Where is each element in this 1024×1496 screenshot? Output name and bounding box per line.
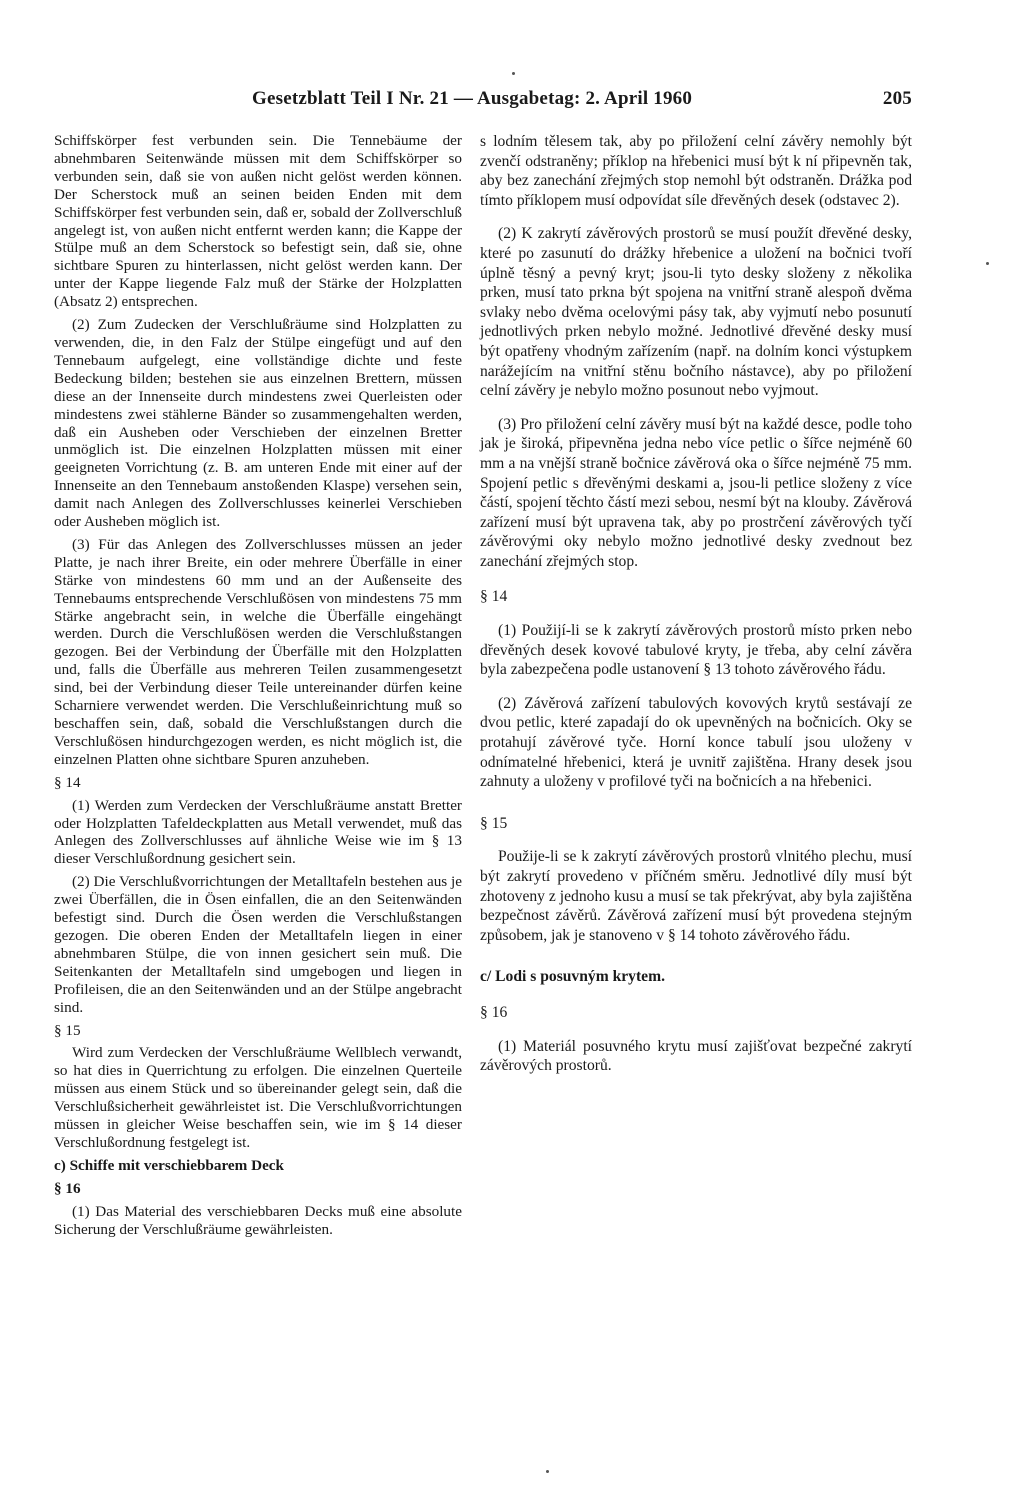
paragraph: Wird zum Verdecken der Verschlußräume Wellblech verwandt, so hat dies in Querrichtung zu erfolgen. Die einzelnen Querteile müssen aus einem Stück und so übereinander gelegt sein, daß die Verschlußsicherheit gewährleistet ist. Die Verschlußvorrichtungen müssen in gleicher Weise beschaffen sein, wie im § 14 dieser Verschlußordnung festgelegt ist. xyxy=(54,1044,462,1151)
page-header xyxy=(252,88,912,116)
chapter-heading: c) Schiffe mit verschiebbarem Deck xyxy=(54,1156,284,1174)
section-heading: § 16 xyxy=(480,1003,508,1021)
paragraph: (3) Pro přiložení celní závěry musí být na každé desce, podle toho jak je široká, připevněna jedna nebo více petlic o šířce nejméně 60 mm a na vnější straně bočnice závěrová oka o šířce nejméně 75 mm. Spojení petlic s dřevěnými deskami a, jsou-li petlice složeny z více částí, spojení těchto částí mezi sebou, nesmí být na klouby. Závěrová zařízení musí být upravena tak, aby po prostrčení závěrových tyčí závěrovými oky nebylo možno jednotlivé desky zvednout bez zanechání zřejmých stop. xyxy=(480,415,912,570)
section-heading: § 14 xyxy=(54,773,81,791)
section-heading: § 15 xyxy=(480,814,508,832)
scan-speck xyxy=(986,262,989,265)
paragraph: (2) Závěrová zařízení tabulových kovových krytů sestávají ze dvou petlic, které zapadají do ok upevněných na bočnicích. Oky se protahují závěrové tyče. Horní konce tabulí jsou uloženy v odnímatelné hřebenici, která je uvnitř zajištěna. Hrany desek jsou zahnuty a uloženy v profilové tyči na bočnicích a na hřebenici. xyxy=(480,694,912,791)
paragraph: s lodním tělesem tak, aby po přiložení celní závěry nemohly být zvenčí odstraněny; příklop na hřebenici musí být k ní připevněn tak, aby bez zanechání zřejmých stop nemohl být odstraněn. Drážka pod tímto příklopem musí odpovídat síle dřevěných desek (odstavec 2). xyxy=(480,133,912,209)
paragraph: (2) Die Verschlußvorrichtungen der Metalltafeln bestehen aus je zwei Überfällen, die in Ösen einfallen, die an den Seitenwänden befestigt sind. Durch die Ösen werden die Verschlußstangen gezogen. Die oberen Enden der Metalltafeln liegen in einer abnehmbaren Stülpe, die von innen gesichert sein muß. Die Seitenkanten der Metalltafeln sind umgebogen und liegen in Profileisen, die an den Seitenwänden und an der Stülpe angebracht sind. xyxy=(54,873,462,1016)
scan-speck xyxy=(512,72,515,75)
german-column xyxy=(54,132,462,1238)
page-number: 205 xyxy=(882,88,912,109)
section-heading: § 14 xyxy=(480,588,508,606)
paragraph: (2) K zakrytí závěrových prostorů se musí použít dřevěné desky, které po zasunutí do drážky hřebenice a uložení na bočnici tvoří úplně těsný a pevný kryt; jsou-li tyto desky složeny z několika prken, musí tato prkna být spojena na vnitřní straně alespoň dvěma svlaky nebo dvěma ocelovými pásy tak, aby vyjmutí nebo posunutí jednotlivých prken nebylo možné. Jednotlivé dřevěné desky musí být opatřeny vhodným zařízením (např. na dolním konci výstupkem narážejícím na vnitřní stěnu bočního nástavce), aby po přiložení celní závěry je nebylo možno posunout nebo vyjmout. xyxy=(480,225,912,400)
paragraph: (1) Werden zum Verdecken der Verschlußräume anstatt Bretter oder Holzplatten Tafeldeckplatten aus Metall verwendet, muß das Anlegen des Zollverschlusses auf ähnliche Weise wie im § 13 dieser Verschlußordnung gesichert sein. xyxy=(54,796,462,868)
paragraph: (2) Zum Zudecken der Verschlußräume sind Holzplatten zu verwenden, die, in den Falz der Stülpe eingefügt und auf den Tennebaum aufgelegt, eine vollständige dichte und feste Bedeckung bilden; bestehen sie aus einzelnen Brettern, müssen diese an der Innenseite durch mindestens zwei Querleisten oder mindestens zwei stählerne Bänder so zusammengehalten werden, daß ein Ausheben oder Verschieben der einzelnen Bretter unmöglich ist. Die einzelnen Holzplatten müssen mit einer geeigneten Vorrichtung (z. B. am unteren Ende mit einer auf der Innenseite an den Tennebaum anstoßenden Klaspe) versehen sein, damit nach Anlegen des Zollverschlusses keinerlei Verschieben oder Ausheben möglich ist. xyxy=(54,316,462,531)
paragraph: Použije-li se k zakrytí závěrových prostorů vlnitého plechu, musí být zakrytí provedeno v příčném směru. Jednotlivé díly musí být zhotoveny z jednoho kusu a musí se tak překrývat, aby byla zajištěna bezpečnost závěrů. Závěrová zařízení musí být provedena stejným způsobem, jak je stanoveno v § 14 tohoto závěrového řádu. xyxy=(480,848,912,944)
section-heading: § 15 xyxy=(54,1021,81,1039)
scan-speck xyxy=(546,1470,549,1473)
header-title: Gesetzblatt Teil I Nr. 21 — Ausgabetag: 2. April 1960 xyxy=(252,88,693,109)
czech-column xyxy=(480,132,912,1076)
paragraph: (1) Použijí-li se k zakrytí závěrových prostorů místo prken nebo dřevěných desek kovové tabulové kryty, je třeba, aby celní závěra byla zabezpečena podle ustanovení § 13 tohoto závěrového řádu. xyxy=(480,622,912,679)
section-heading: § 16 xyxy=(54,1179,81,1197)
paragraph: (1) Das Material des verschiebbaren Decks muß eine absolute Sicherung der Verschlußräume gewährleisten. xyxy=(54,1202,462,1238)
paragraph: Schiffskörper fest verbunden sein. Die Tennebäume der abnehmbaren Seitenwände müssen mit dem Schiffskörper so verbunden sein, daß sie von außen nicht gelöst werden können. Der Scherstock muß an seinen beiden Enden mit dem Schiffskörper fest verbunden sein, daß er, sobald der Zollverschluß angelegt ist, von außen nicht entfernt werden kann; die Kappe der Stülpe muß an dem Scherstock so befestigt sein, daß sie, ohne sichtbare Spuren zu hinterlassen, nicht gelöst werden kann. Der unter der Kappe liegende Falz muß der Stärke der Holzplatten (Absatz 2) entsprechen. xyxy=(54,132,462,311)
paragraph: (3) Für das Anlegen des Zollverschlusses müssen an jeder Platte, je nach ihrer Breite, ein oder mehrere Überfälle in einer Stärke von mindestens 60 mm und an der Außenseite des Tennebaums entsprechende Verschlußösen von mindestens 75 mm Stärke angebracht sein, in welche die Überfälle eingehängt werden. Durch die Verschlußösen werden die Verschlußstangen gezogen. Bei der Verbindung der Überfälle mit den Holzplatten und, falls die Überfälle aus mehreren Teilen zusammengesetzt sind, bei der Verbindung dieser Teile untereinander dürfen keine Scharniere verwendet werden. Die Verschlußeinrichtung muß so beschaffen sein, daß, sobald die Verschlußstangen durch die Verschlußösen hindurchgezogen werden, es nicht möglich ist, die einzelnen Platten ohne sichtbare Spuren anzuheben. xyxy=(54,535,462,768)
paragraph: (1) Materiál posuvného krytu musí zajišťovat bezpečné zakrytí závěrových prostorů. xyxy=(480,1037,912,1075)
chapter-heading: c/ Lodi s posuvným krytem. xyxy=(480,968,665,986)
